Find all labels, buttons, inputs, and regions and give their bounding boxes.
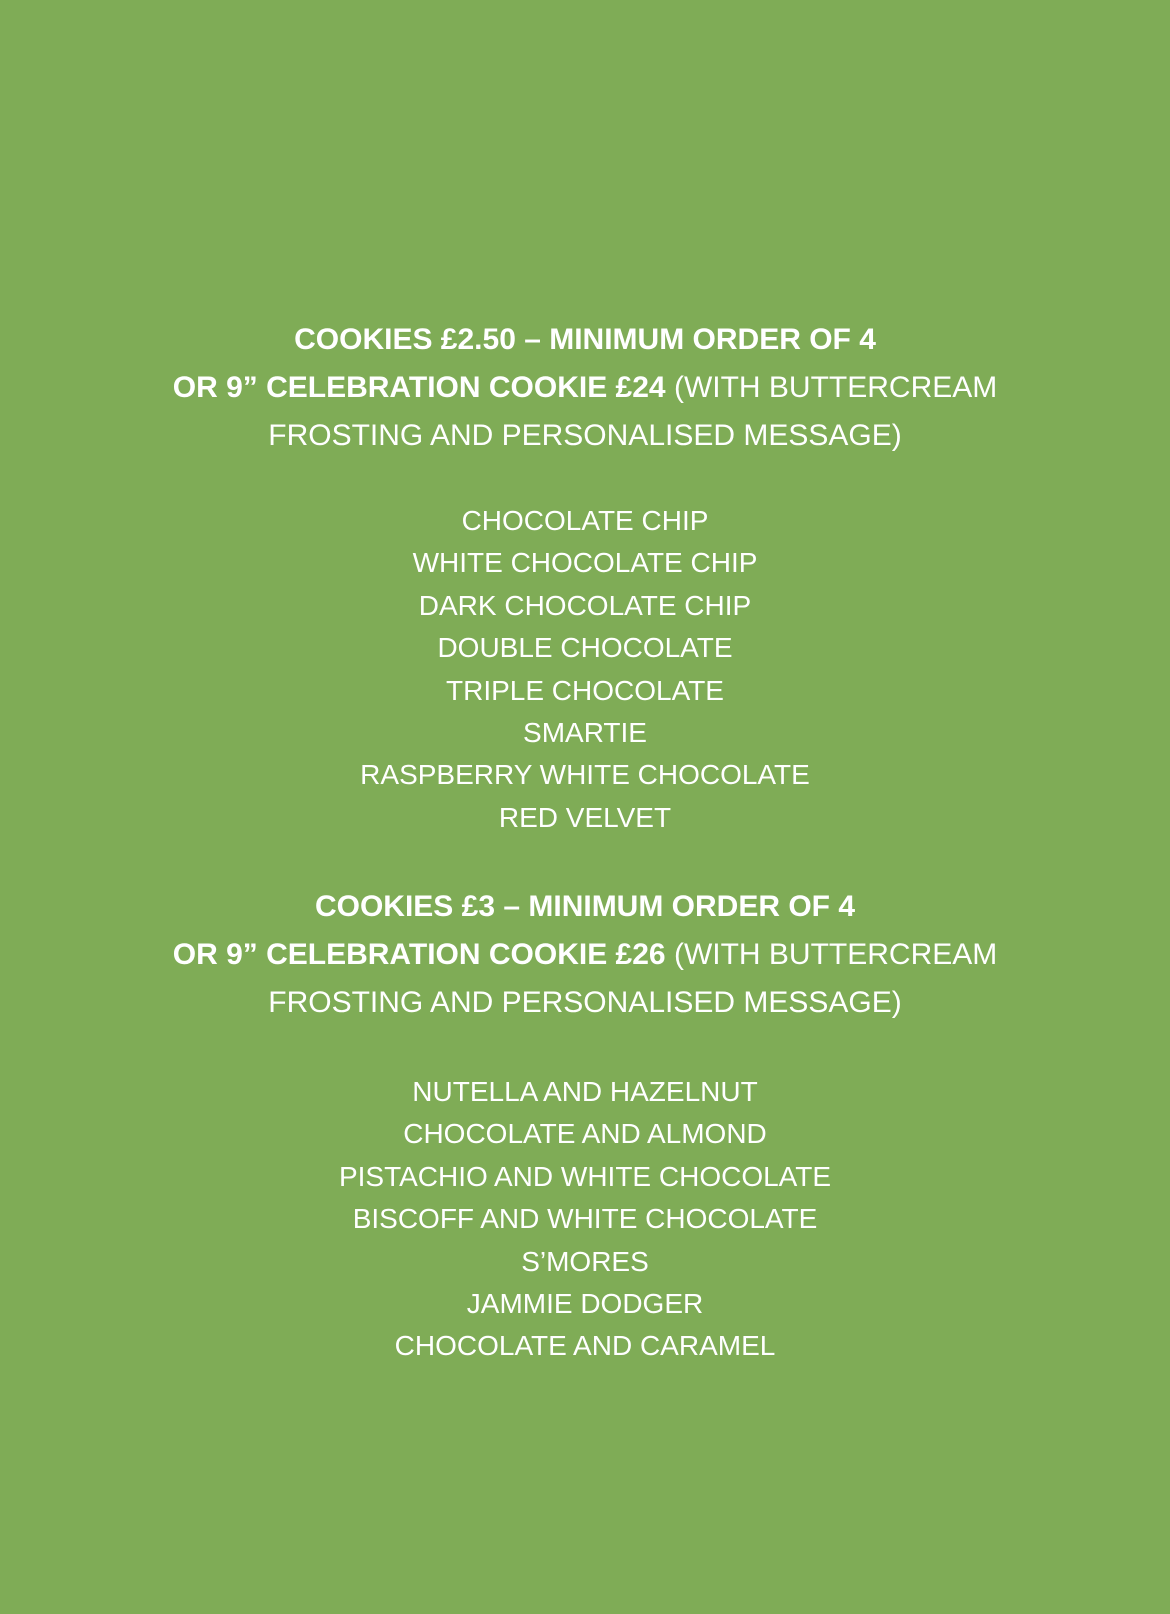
celebration-note-continued: FROSTING AND PERSONALISED MESSAGE) [268, 986, 902, 1019]
flavour-item: JAMMIE DODGER [466, 1288, 704, 1320]
celebration-note: (WITH BUTTERCREAM [673, 938, 998, 971]
price-line: COOKIES £2.50 – MINIMUM ORDER OF 4 [294, 323, 876, 356]
flavour-item: CHOCOLATE AND CARAMEL [394, 1330, 776, 1362]
standard-cookies-section [0, 316, 1170, 839]
flavour-item: PISTACHIO AND WHITE CHOCOLATE [338, 1160, 832, 1192]
celebration-line [0, 931, 1170, 979]
flavour-item: RASPBERRY WHITE CHOCOLATE [360, 759, 810, 791]
celebration-line [0, 364, 1170, 412]
premium-cookies-heading [0, 883, 1170, 1027]
premium-cookies-section [0, 883, 1170, 1368]
flavour-item: CHOCOLATE CHIP [461, 505, 709, 536]
flavour-item: RED VELVET [498, 801, 672, 833]
flavour-item: SMARTIE [523, 717, 647, 749]
standard-cookies-heading [0, 316, 1170, 460]
flavour-item: WHITE CHOCOLATE CHIP [412, 547, 758, 579]
flavour-item: BISCOFF AND WHITE CHOCOLATE [352, 1203, 818, 1235]
celebration-offer: OR 9” CELEBRATION COOKIE £24 [172, 371, 666, 404]
standard-flavour-list [0, 500, 1170, 839]
flavour-item: TRIPLE CHOCOLATE [446, 674, 724, 706]
flavour-item: NUTELLA AND HAZELNUT [412, 1076, 758, 1107]
celebration-note-continued: FROSTING AND PERSONALISED MESSAGE) [268, 419, 902, 452]
flavour-item: DOUBLE CHOCOLATE [437, 632, 733, 664]
celebration-note: (WITH BUTTERCREAM [673, 371, 998, 404]
flavour-item: DARK CHOCOLATE CHIP [418, 589, 752, 621]
flavour-item: S’MORES [521, 1245, 649, 1277]
premium-flavour-list [0, 1071, 1170, 1368]
celebration-offer: OR 9” CELEBRATION COOKIE £26 [172, 938, 666, 971]
price-line: COOKIES £3 – MINIMUM ORDER OF 4 [314, 890, 856, 923]
flavour-item: CHOCOLATE AND ALMOND [403, 1118, 767, 1150]
